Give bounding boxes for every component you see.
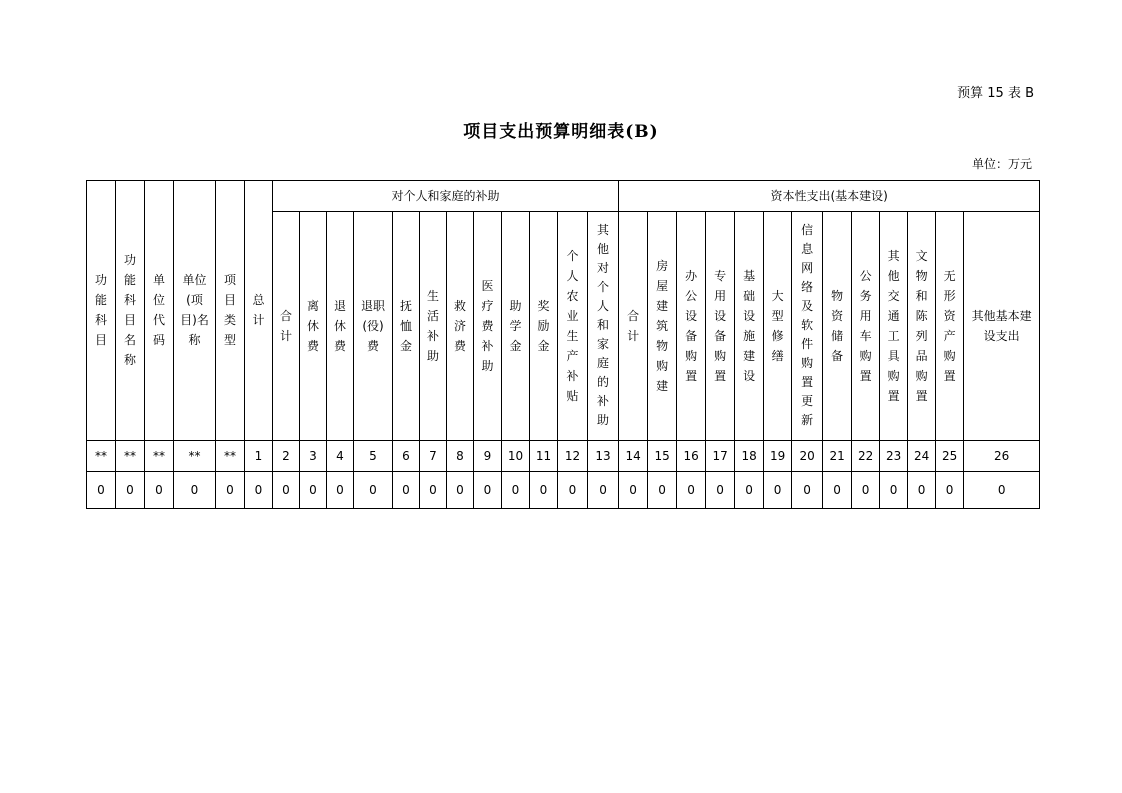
code-cell: 7: [420, 441, 447, 472]
value-cell: 0: [420, 472, 447, 509]
value-cell: 0: [327, 472, 354, 509]
code-cell: 8: [447, 441, 474, 472]
header-cell-personal-col: 个人农业生产补贴: [558, 212, 588, 441]
value-cell: 0: [116, 472, 145, 509]
header-cell-capital-col: 基础设施建设: [735, 212, 764, 441]
code-cell: 13: [588, 441, 619, 472]
header-cell-personal-col: 助学金: [502, 212, 530, 441]
header-cell-capital-col: 其他基本建设支出: [964, 212, 1040, 441]
value-cell: 0: [706, 472, 735, 509]
code-cell: **: [174, 441, 216, 472]
code-cell: **: [145, 441, 174, 472]
code-cell: 16: [677, 441, 706, 472]
header-cell-personal-col: 退职(役)费: [354, 212, 393, 441]
value-cell: 0: [964, 472, 1040, 509]
code-cell: 23: [880, 441, 908, 472]
code-cell: 1: [245, 441, 273, 472]
value-cell: 0: [880, 472, 908, 509]
value-cell: 0: [174, 472, 216, 509]
value-cell: 0: [447, 472, 474, 509]
code-cell: 19: [764, 441, 792, 472]
value-cell: 0: [648, 472, 677, 509]
page-title: 项目支出预算明细表(B): [463, 122, 659, 142]
budget-table: [86, 180, 1040, 509]
group-header-personal: 对个人和家庭的补助: [273, 181, 619, 212]
header-row-groups: [87, 181, 1040, 212]
code-cell: 21: [823, 441, 852, 472]
code-cell: 10: [502, 441, 530, 472]
header-cell-capital-col: 文物和陈列品购置: [908, 212, 936, 441]
code-cell: 15: [648, 441, 677, 472]
value-cell: 0: [936, 472, 964, 509]
header-cell-capital-col: 专用设备购置: [706, 212, 735, 441]
header-cell-personal-col: 离休费: [300, 212, 327, 441]
header-cell-unit-code: 单位代码: [145, 181, 174, 441]
value-cell: 0: [300, 472, 327, 509]
value-cell: 0: [216, 472, 245, 509]
header-cell-capital-col: 办公设备购置: [677, 212, 706, 441]
code-cell: 17: [706, 441, 735, 472]
header-cell-capital-col: 其他交通工具购置: [880, 212, 908, 441]
value-cell: 0: [558, 472, 588, 509]
value-cell: 0: [792, 472, 823, 509]
value-cell: 0: [474, 472, 502, 509]
header-cell-capital-col: 大型修缮: [764, 212, 792, 441]
header-cell-personal-col: 生活补助: [420, 212, 447, 441]
code-cell: **: [216, 441, 245, 472]
value-cell: 0: [908, 472, 936, 509]
header-cell-function-code: 功能科目: [87, 181, 116, 441]
header-cell-personal-col: 医疗费补助: [474, 212, 502, 441]
header-cell-personal-col: 退休费: [327, 212, 354, 441]
header-cell-capital-col: 信息网络及软件购置更新: [792, 212, 823, 441]
code-cell: 22: [852, 441, 880, 472]
header-cell-capital-col: 合计: [619, 212, 648, 441]
header-cell-project-type: 项目类型: [216, 181, 245, 441]
code-cell: 5: [354, 441, 393, 472]
code-cell: **: [116, 441, 145, 472]
header-cell-capital-col: 公务用车购置: [852, 212, 880, 441]
code-cell: 18: [735, 441, 764, 472]
header-cell-capital-col: 无形资产购置: [936, 212, 964, 441]
value-cell: 0: [677, 472, 706, 509]
header-cell-personal-col: 抚恤金: [393, 212, 420, 441]
value-cell: 0: [273, 472, 300, 509]
value-cell: 0: [588, 472, 619, 509]
value-row: [87, 472, 1040, 509]
header-cell-capital-col: 房屋建筑物购建: [648, 212, 677, 441]
code-cell: **: [87, 441, 116, 472]
value-cell: 0: [502, 472, 530, 509]
header-cell-personal-col: 奖励金: [530, 212, 558, 441]
header-cell-personal-col: 合计: [273, 212, 300, 441]
value-cell: 0: [145, 472, 174, 509]
code-cell: 26: [964, 441, 1040, 472]
code-cell: 4: [327, 441, 354, 472]
value-cell: 0: [393, 472, 420, 509]
code-cell: 9: [474, 441, 502, 472]
header-cell-total: 总计: [245, 181, 273, 441]
value-cell: 0: [530, 472, 558, 509]
code-cell: 20: [792, 441, 823, 472]
header-cell-function-name: 功能科目名称: [116, 181, 145, 441]
unit-label: 单位：万元: [971, 157, 1032, 171]
form-number: 预算 15 表 B: [957, 86, 1034, 101]
value-cell: 0: [735, 472, 764, 509]
code-cell: 25: [936, 441, 964, 472]
value-cell: 0: [354, 472, 393, 509]
code-cell: 3: [300, 441, 327, 472]
value-cell: 0: [87, 472, 116, 509]
code-cell: 11: [530, 441, 558, 472]
header-cell-personal-col: 救济费: [447, 212, 474, 441]
value-cell: 0: [764, 472, 792, 509]
header-cell-unit-name: 单位(项目)名称: [174, 181, 216, 441]
code-cell: 14: [619, 441, 648, 472]
group-header-capital: 资本性支出(基本建设): [619, 181, 1040, 212]
value-cell: 0: [852, 472, 880, 509]
code-cell: 24: [908, 441, 936, 472]
value-cell: 0: [823, 472, 852, 509]
code-cell: 12: [558, 441, 588, 472]
value-cell: 0: [619, 472, 648, 509]
code-cell: 6: [393, 441, 420, 472]
header-cell-personal-col: 其他对个人和家庭的补助: [588, 212, 619, 441]
code-row: [87, 441, 1040, 472]
value-cell: 0: [245, 472, 273, 509]
code-cell: 2: [273, 441, 300, 472]
header-cell-capital-col: 物资储备: [823, 212, 852, 441]
